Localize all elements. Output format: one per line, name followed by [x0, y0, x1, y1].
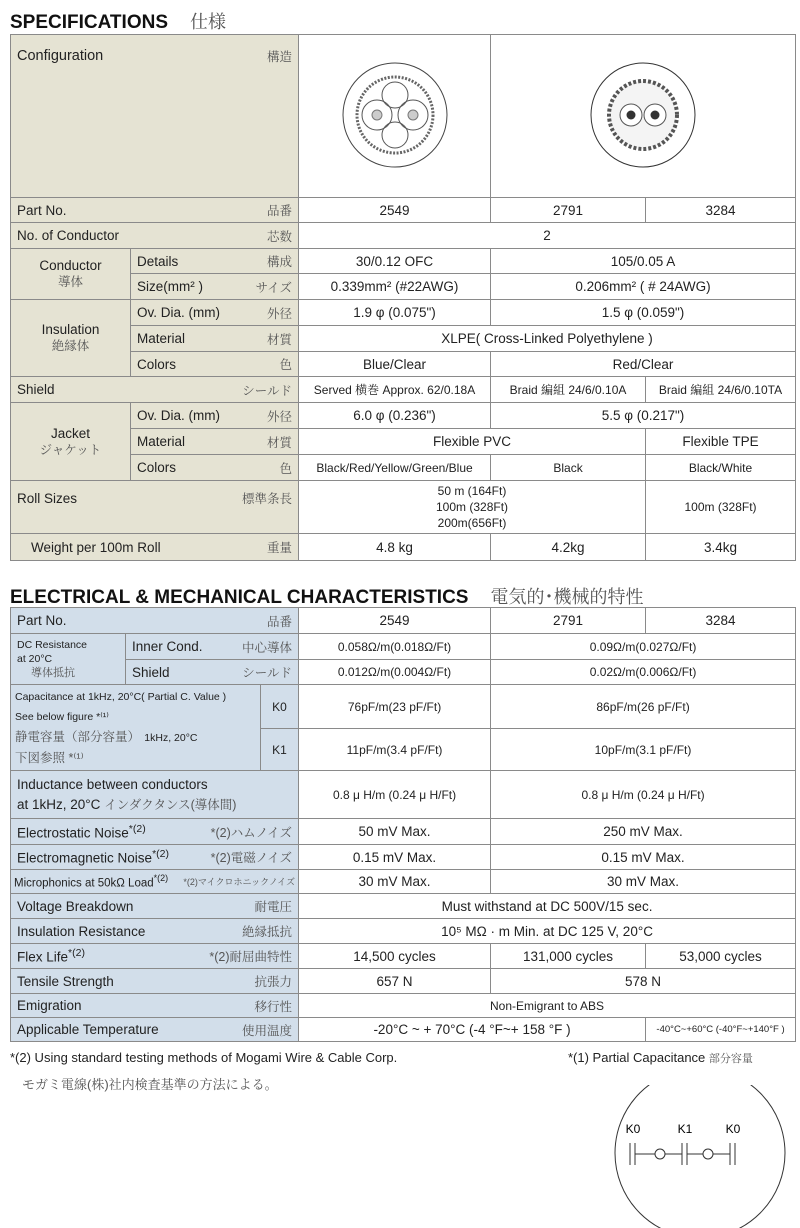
- label-jp: 材質: [267, 332, 293, 347]
- value: 50 m (164Ft): [437, 484, 507, 498]
- cable-2549-cross-section: [299, 35, 491, 198]
- value: 2549: [299, 608, 491, 634]
- label-jp: 色: [279, 358, 293, 372]
- label-jp: ジャケット: [39, 442, 102, 457]
- value: Flexible PVC: [299, 429, 646, 455]
- label-jp: 色: [279, 461, 293, 476]
- value: Black/Red/Yellow/Green/Blue: [299, 455, 491, 481]
- label-jp: 絶縁体: [51, 339, 90, 353]
- value: Served 横巻 Approx. 62/0.18A: [299, 377, 491, 403]
- footnote-1: [568, 1050, 753, 1066]
- microphonics-row: [11, 870, 796, 894]
- footnote-1-text: *(1) Partial Capacitance: [568, 1050, 706, 1065]
- label-jp: 構造: [267, 50, 293, 64]
- label: at 1kHz, 20°C: [17, 796, 101, 812]
- value: -40°C~+60°C (-40°F~+140°F ): [646, 1018, 796, 1042]
- label: Material: [137, 434, 186, 449]
- label: Electrostatic Noise: [17, 825, 129, 841]
- electrostatic-row: [11, 819, 796, 845]
- value: 11pF/m(3.4 pF/Ft): [299, 729, 491, 771]
- value: 53,000 cycles: [646, 944, 796, 969]
- footnote-ref: *(2): [153, 873, 169, 884]
- value: 30 mV Max.: [491, 870, 796, 894]
- k0-left-label: K0: [625, 1122, 641, 1136]
- label: Configuration: [17, 48, 104, 64]
- label-jp: 標準条長: [242, 492, 293, 506]
- footnote-2-jp: モガミ電線(株)社内検査基準の方法による。: [22, 1077, 278, 1092]
- value: 30 mV Max.: [299, 870, 491, 894]
- part-no-row: [11, 608, 796, 634]
- config-row: [11, 35, 796, 198]
- value: 0.09Ω/m(0.027Ω/Ft): [491, 634, 796, 660]
- label-jp: *(2)耐屈曲特性: [209, 950, 293, 964]
- electrical-table: [10, 607, 796, 1042]
- label: Material: [137, 331, 186, 346]
- label: Ov. Dia. (mm): [137, 408, 220, 423]
- value: 2549: [299, 198, 491, 223]
- label: Details: [137, 253, 179, 269]
- value: 10⁵ MΩ · m Min. at DC 125 V, 20°C: [299, 919, 796, 944]
- spec-title-text: SPECIFICATIONS: [10, 12, 168, 33]
- value: 0.15 mV Max.: [299, 845, 491, 870]
- value: 0.8 μ H/m (0.24 μ H/Ft): [299, 771, 491, 819]
- label-jp: 絶縁抵抗: [242, 925, 293, 939]
- label: Microphonics at 50kΩ Load: [14, 877, 154, 890]
- value: 4.2kg: [491, 534, 646, 561]
- label: Applicable Temperature: [17, 1022, 159, 1037]
- spec-title-jp: 仕様: [190, 12, 226, 32]
- value: 2791: [491, 608, 646, 634]
- label-jp: 構成: [267, 255, 293, 269]
- label-jp: 外径: [267, 409, 293, 424]
- label-jp: シールド: [242, 666, 293, 680]
- value: 105/0.05 A: [491, 249, 796, 274]
- dc-inner-row: [11, 634, 796, 660]
- jacket-ov-row: [11, 403, 796, 429]
- label: Weight per 100m Roll: [31, 539, 161, 555]
- value: 5.5 φ (0.217"): [491, 403, 796, 429]
- value: Red/Clear: [491, 352, 796, 377]
- inductance-row: [11, 771, 796, 819]
- voltage-row: [11, 894, 796, 919]
- tensile-row: [11, 969, 796, 994]
- label-jp: 導体: [57, 275, 83, 289]
- value: 1.5 φ (0.059"): [491, 300, 796, 326]
- cable-cross-section-icon: [588, 60, 698, 170]
- label: Colors: [137, 460, 177, 475]
- label: Ov. Dia. (mm): [137, 305, 220, 320]
- label-jp: シールド: [242, 383, 293, 398]
- value: 100m (328Ft): [436, 500, 509, 514]
- value: 657 N: [299, 969, 491, 994]
- value: 3284: [646, 608, 796, 634]
- label-jp: インダクタンス(導体間): [104, 797, 237, 812]
- footnote-ref: *(2): [152, 848, 169, 861]
- label: Shield: [17, 382, 55, 397]
- label: Voltage Breakdown: [17, 898, 134, 914]
- value: -20°C ~ + 70°C (-4 °F~+ 158 °F ): [299, 1018, 646, 1042]
- label: Size(mm² ): [137, 279, 203, 294]
- value: 76pF/m(23 pF/Ft): [299, 685, 491, 729]
- flex-life-row: [11, 944, 796, 969]
- elec-title-jp: 電気的･機械的特性: [490, 587, 644, 607]
- value: Black: [491, 455, 646, 481]
- label-jp: 芯数: [267, 229, 293, 244]
- specifications-table: [10, 34, 796, 561]
- label-jp: 使用温度: [242, 1023, 293, 1038]
- label-jp: 品番: [267, 204, 293, 218]
- value: Non-Emigrant to ABS: [299, 994, 796, 1018]
- value: 50 mV Max.: [299, 819, 491, 845]
- weight-row: [11, 534, 796, 561]
- elec-title-text: ELECTRICAL & MECHANICAL CHARACTERISTICS: [10, 587, 469, 608]
- label: Jacket: [50, 425, 91, 441]
- label: 1kHz, 20°C: [144, 732, 198, 744]
- k0-label: K0: [261, 685, 299, 729]
- label-jp: 外径: [267, 306, 293, 321]
- label: No. of Conductor: [17, 228, 120, 243]
- label: Insulation: [41, 322, 100, 337]
- value: 86pF/m(26 pF/Ft): [491, 685, 796, 729]
- value: Flexible TPE: [646, 429, 796, 455]
- label: Tensile Strength: [17, 973, 114, 989]
- value: 578 N: [491, 969, 796, 994]
- value: 3.4kg: [646, 534, 796, 561]
- value: Braid 編組 24/6/0.10A: [491, 377, 646, 403]
- label: Colors: [137, 356, 177, 372]
- label: at 20°C: [17, 653, 53, 665]
- value: 0.206mm² ( # 24AWG): [491, 274, 796, 300]
- value: 0.058Ω/m(0.018Ω/Ft): [299, 634, 491, 660]
- label-jp: *(2)電磁ノイズ: [210, 851, 293, 865]
- value: XLPE( Cross-Linked Polyethylene ): [299, 326, 796, 352]
- k1-label: K1: [261, 729, 299, 771]
- label: Conductor: [39, 258, 102, 273]
- part-no-row: [11, 198, 796, 223]
- dc-shield-row: [11, 660, 796, 685]
- value: Black/White: [646, 455, 796, 481]
- label: Emigration: [17, 998, 82, 1013]
- spec-title: [10, 8, 226, 34]
- label-jp: 中心導体: [242, 640, 293, 655]
- label: Roll Sizes: [17, 490, 78, 506]
- insulation-resistance-row: [11, 919, 796, 944]
- k0-right-label: K0: [725, 1122, 741, 1136]
- electromagnetic-row: [11, 845, 796, 870]
- label: DC Resistance: [17, 639, 88, 651]
- label-jp: サイズ: [255, 280, 293, 295]
- footnote-ref: *(2): [128, 822, 146, 835]
- cable-2791-cross-section: [491, 35, 796, 198]
- value: Blue/Clear: [299, 352, 491, 377]
- label-jp: 品番: [267, 614, 293, 629]
- footnote-1-jp: 部分容量: [708, 1053, 753, 1065]
- value: 1.9 φ (0.075"): [299, 300, 491, 326]
- capacitance-k0-row: [11, 685, 796, 729]
- value: 10pF/m(3.1 pF/Ft): [491, 729, 796, 771]
- cable-cross-section-icon: [340, 60, 450, 170]
- label-jp: 下図参照 *⁽¹⁾: [15, 751, 84, 765]
- value: 0.02Ω/m(0.006Ω/Ft): [491, 660, 796, 685]
- value: 14,500 cycles: [299, 944, 491, 969]
- value: Must withstand at DC 500V/15 sec.: [299, 894, 796, 919]
- conductor-count-row: [11, 223, 796, 249]
- partial-capacitance-diagram: [600, 1085, 800, 1228]
- insulation-ov-row: [11, 300, 796, 326]
- value: 0.15 mV Max.: [491, 845, 796, 870]
- label-jp: 導体抵抗: [31, 667, 75, 679]
- label-jp: 静電容量（部分容量）: [15, 730, 134, 744]
- temperature-row: [11, 1018, 796, 1042]
- value: 200m(656Ft): [437, 516, 507, 530]
- label: Insulation Resistance: [17, 923, 146, 939]
- label: Inductance between conductors: [17, 776, 208, 792]
- roll-sizes-row: [11, 481, 796, 534]
- value: 3284: [646, 198, 796, 223]
- label: Capacitance at 1kHz, 20°C( Partial C. Value ): [15, 691, 227, 703]
- footnote-ref: *(2): [68, 947, 85, 960]
- value: 0.012Ω/m(0.004Ω/Ft): [299, 660, 491, 685]
- label: Shield: [132, 664, 170, 680]
- k1-label: K1: [677, 1122, 693, 1136]
- label: Part No.: [17, 613, 67, 628]
- value: Braid 編組 24/6/0.10TA: [646, 377, 796, 403]
- label-jp: 耐電圧: [254, 900, 293, 914]
- footnote-2: *(2) Using standard testing methods of Mogami Wire & Cable Corp.: [10, 1050, 398, 1065]
- label: Flex Life: [17, 949, 69, 965]
- value: 30/0.12 OFC: [299, 249, 491, 274]
- value: 2791: [491, 198, 646, 223]
- value: 0.8 μ H/m (0.24 μ H/Ft): [491, 771, 796, 819]
- label: Part No.: [17, 202, 67, 218]
- elec-title: [10, 583, 643, 609]
- conductor-details-row: [11, 249, 796, 274]
- label-jp: 材質: [267, 435, 293, 450]
- emigration-row: [11, 994, 796, 1018]
- shield-row: [11, 377, 796, 403]
- value: 6.0 φ (0.236"): [299, 403, 491, 429]
- label-jp: 重量: [267, 541, 293, 555]
- label: See below figure *⁽¹⁾: [15, 711, 109, 723]
- label-jp: 抗張力: [254, 975, 293, 989]
- value: 2: [299, 223, 796, 249]
- label: Electromagnetic Noise: [17, 850, 153, 866]
- value: 131,000 cycles: [491, 944, 646, 969]
- label-jp: 移行性: [254, 999, 293, 1014]
- label-jp: *(2)マイクロホニックノイズ: [183, 877, 296, 887]
- value: 100m (328Ft): [646, 481, 796, 534]
- value: 4.8 kg: [299, 534, 491, 561]
- value: 250 mV Max.: [491, 819, 796, 845]
- label: Inner Cond.: [132, 639, 203, 654]
- label-jp: *(2)ハムノイズ: [210, 825, 293, 840]
- value: 0.339mm² (#22AWG): [299, 274, 491, 300]
